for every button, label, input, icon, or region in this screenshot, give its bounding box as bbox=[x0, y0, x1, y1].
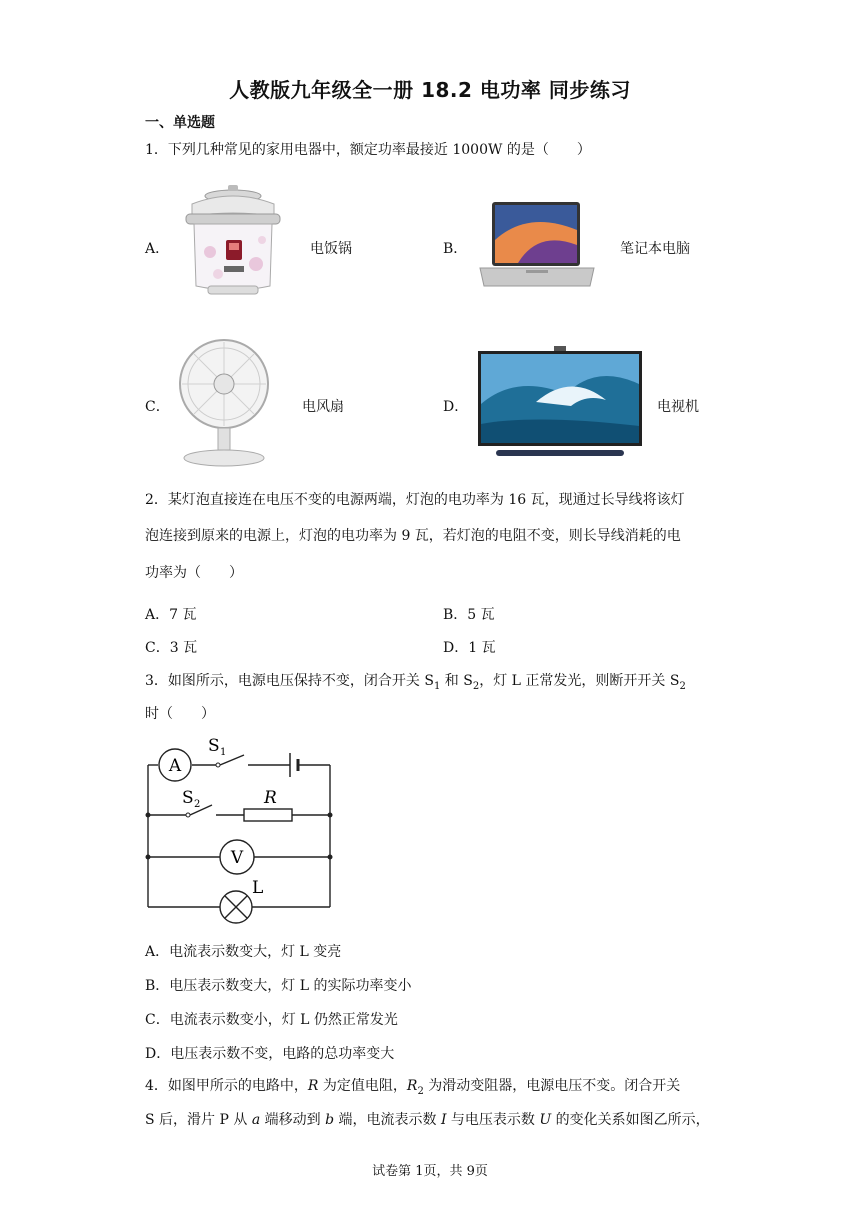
q1-option-b-letter: B． bbox=[443, 241, 468, 257]
svg-text:A: A bbox=[168, 756, 182, 776]
resistor-symbol bbox=[244, 809, 292, 821]
q1-option-b-text: 笔记本电脑 bbox=[620, 241, 690, 257]
q3-line-1: 3．如图所示，电源电压保持不变，闭合开关 $S_1$ 和 $S_2$，灯 L 正常发光，则断开开关 $S_2$ bbox=[145, 673, 686, 692]
svg-text:R: R bbox=[264, 788, 277, 808]
s1-label: S bbox=[208, 736, 220, 756]
q2-line-1: 2．某灯泡直接连在电压不变的电源两端，灯泡的电功率为 16 瓦，现通过长导线将该灯 bbox=[145, 492, 685, 508]
q2-option-a: A．7 瓦 bbox=[145, 607, 197, 623]
q4-line-2: S 后，滑片 P 从 a 端移动到 b 端，电流表示数 I 与电压表示数 U 的变化关系如图乙所示， bbox=[145, 1112, 710, 1128]
rice-cooker-image bbox=[178, 182, 288, 300]
svg-text:1: 1 bbox=[220, 747, 227, 758]
page-footer: 试卷第 1页，共 9页 bbox=[372, 1164, 488, 1179]
circuit-diagram bbox=[140, 735, 340, 925]
q4-line-1: 4．如图甲所示的电路中，R 为定值电阻，$R_2$ 为滑动变阻器，电源电压不变。闭合开关 bbox=[145, 1078, 681, 1097]
q2-line-3: 功率为（ ） bbox=[145, 565, 243, 581]
laptop-image bbox=[478, 200, 596, 290]
svg-text:V: V bbox=[230, 848, 244, 868]
q2-option-d: D．1 瓦 bbox=[443, 640, 496, 656]
svg-text:L: L bbox=[252, 878, 264, 898]
q2-line-2: 泡连接到原来的电源上，灯泡的电功率为 9 瓦，若灯泡的电阻不变，则长导线消耗的电 bbox=[145, 528, 681, 544]
page-title: 人教版九年级全一册 18.2 电功率 同步练习 bbox=[229, 78, 631, 102]
q3-option-b: B．电压表示数变大，灯 L 的实际功率变小 bbox=[145, 978, 412, 994]
q3-option-c: C．电流表示数变小，灯 L 仍然正常发光 bbox=[145, 1012, 398, 1028]
q1-stem: 1．下列几种常见的家用电器中，额定功率最接近 1000W 的是（ ） bbox=[145, 142, 591, 158]
q1-option-a-text: 电饭锅 bbox=[310, 241, 352, 257]
q1-option-d-text: 电视机 bbox=[657, 399, 699, 415]
q3-line-2: 时（ ） bbox=[145, 706, 215, 722]
q3-option-d: D．电压表示数不变，电路的总功率变大 bbox=[145, 1046, 395, 1062]
section-heading: 一、单选题 bbox=[145, 115, 215, 131]
electric-fan-image bbox=[176, 336, 272, 472]
q1-option-a-letter: A． bbox=[145, 241, 170, 257]
s2-label: S bbox=[182, 788, 194, 808]
svg-text:2: 2 bbox=[194, 799, 201, 810]
q3-option-a: A．电流表示数变大，灯 L 变亮 bbox=[145, 944, 342, 960]
television-image bbox=[476, 344, 644, 460]
q1-option-c-letter: C． bbox=[145, 399, 170, 415]
q2-option-c: C．3 瓦 bbox=[145, 640, 198, 656]
q2-option-b: B．5 瓦 bbox=[443, 607, 495, 623]
q1-option-d-letter: D． bbox=[443, 399, 469, 415]
q1-option-c-text: 电风扇 bbox=[302, 399, 344, 415]
